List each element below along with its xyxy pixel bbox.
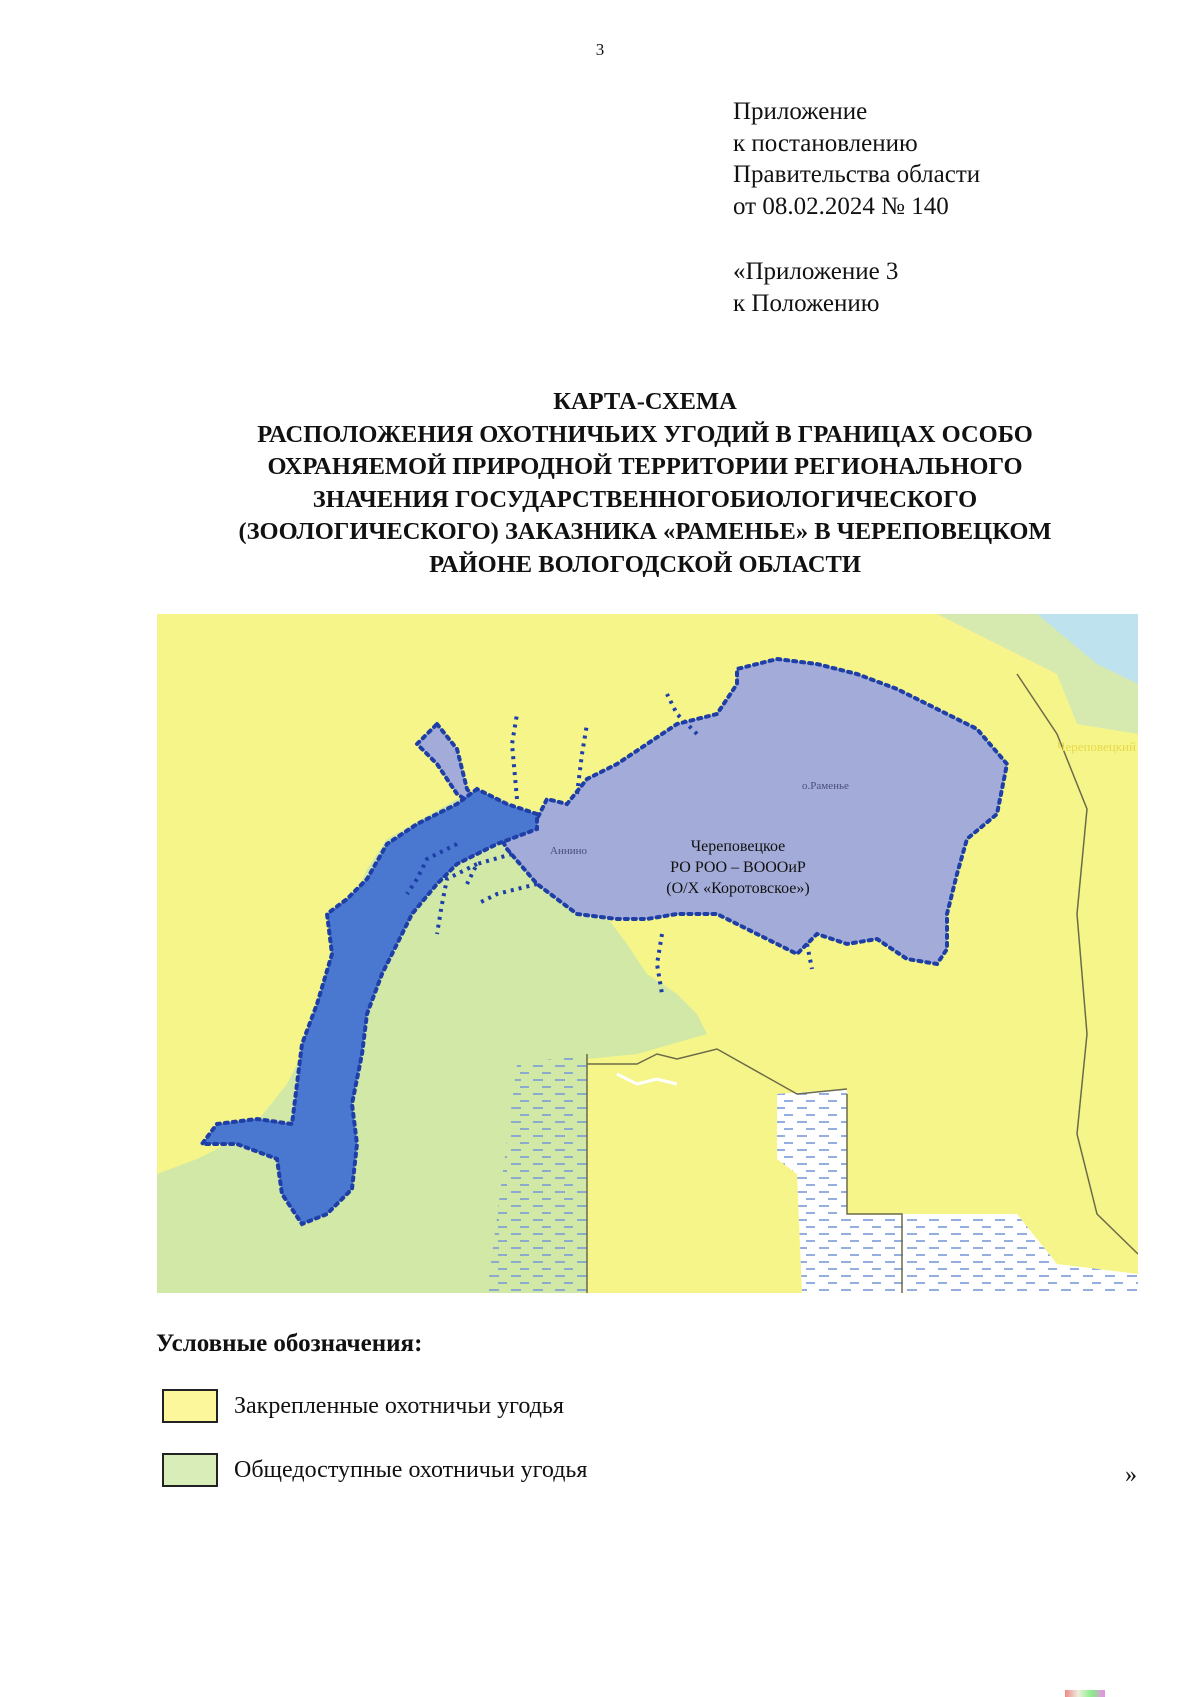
legend-swatch <box>162 1453 218 1487</box>
appendix-line: от 08.02.2024 № 140 <box>733 192 949 220</box>
scan-artifact <box>1065 1690 1105 1697</box>
appendix-sub-line: «Приложение 3 <box>733 258 899 285</box>
legend-item-assigned <box>162 1388 564 1424</box>
appendix-line: Правительства области <box>733 161 981 188</box>
appendix-block <box>733 96 980 319</box>
map-area-label: (О/Х «Коротовское») <box>666 880 810 897</box>
page-number: 3 <box>595 40 605 59</box>
legend-title: Условные обозначения: <box>156 1330 423 1357</box>
appendix-line: Приложение <box>733 98 868 125</box>
hunting-grounds-map <box>157 614 1138 1293</box>
appendix-line: к постановлению <box>733 129 918 157</box>
closing-quote: » <box>1125 1462 1137 1488</box>
title-line: РАСПОЛОЖЕНИЯ ОХОТНИЧЬИХ УГОДИЙ В ГРАНИЦАХ ОСОБО <box>257 420 1033 448</box>
map-area-label: Череповецкое <box>690 838 786 855</box>
legend-label: Общедоступные охотничьи угодья <box>234 1456 588 1483</box>
title-line: ОХРАНЯЕМОЙ ПРИРОДНОЙ ТЕРРИТОРИИ РЕГИОНАЛЬНОГО <box>267 453 1023 480</box>
map-canvas <box>157 614 1138 1293</box>
document-title <box>150 386 1140 581</box>
legend-swatch <box>162 1389 218 1423</box>
spacer <box>733 222 980 256</box>
map-town-label: Череповецкий <box>1057 739 1136 754</box>
title-line: КАРТА-СХЕМА <box>553 388 737 415</box>
appendix-sub-line: к Положению <box>733 289 880 317</box>
map-village-label: о.Раменье <box>802 780 849 792</box>
title-line: РАЙОНЕ ВОЛОГОДСКОЙ ОБЛАСТИ <box>429 550 861 578</box>
title-line: ЗНАЧЕНИЯ ГОСУДАРСТВЕННОГОБИОЛОГИЧЕСКОГО <box>312 485 978 513</box>
legend-item-public <box>162 1452 587 1488</box>
legend-label: Закрепленные охотничьи угодья <box>234 1392 564 1419</box>
map-area-label: РО РОО – ВОООиР <box>670 859 806 876</box>
map-village-label: Аннино <box>550 845 587 857</box>
title-line: (ЗООЛОГИЧЕСКОГО) ЗАКАЗНИКА «РАМЕНЬЕ» В ЧЕРЕПОВЕЦКОМ <box>238 518 1052 545</box>
